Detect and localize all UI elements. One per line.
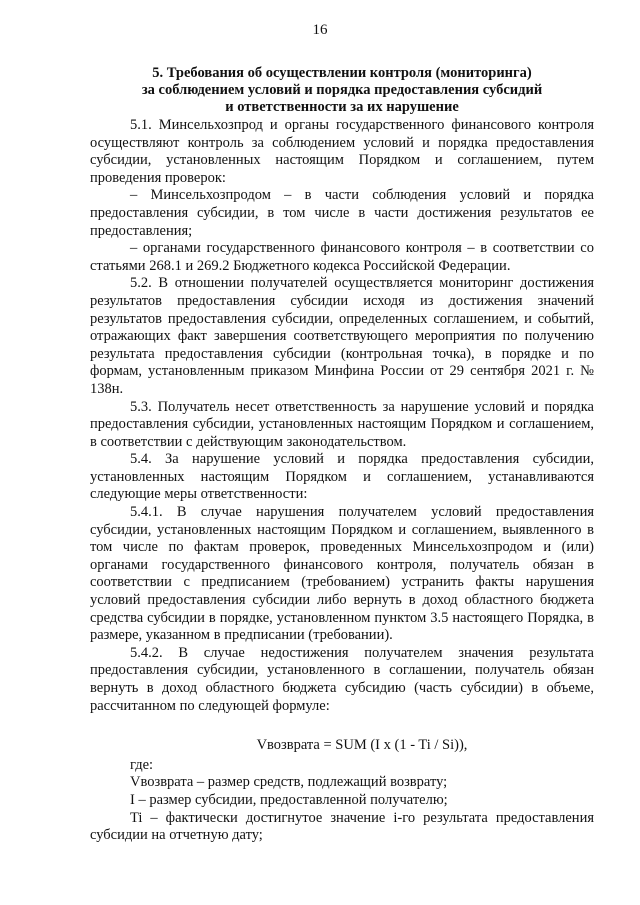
formula-definition-i: I – размер субсидии, предоставленной получателю;: [130, 791, 448, 808]
formula-definition-ti: Ti – фактически достигнутое значение i-го результата предоставления субсидии на отчетную дату;: [90, 809, 594, 844]
document-body: [90, 117, 594, 845]
formula-definition-v: Vвозврата – размер средств, подлежащий возврату;: [130, 774, 448, 791]
paragraph-5-4: 5.4. За нарушение условий и порядка предоставления субсидии, установленных настоящим Порядком и соглашением, устанавливаются следующие меры ответственности:: [90, 451, 594, 503]
section-heading-line-2: за соблюдением условий и порядка предоставления субсидий: [141, 82, 543, 98]
paragraph-5-1-item-finance-control: – органами государственного финансового контроля – в соответствии со статьями 268.1 и 269.2 Бюджетного кодекса Российской Федерации.: [90, 240, 594, 274]
paragraph-5-2: 5.2. В отношении получателей осуществляется мониторинг достижения результатов предоставления субсидии исходя из достижения значений результатов предоставления субсидии, определенных соглашением, и событий, отражающих факт завершения соответствующего мероприятия по получению результата предоставления субсидии (контрольная точка), в порядке и по формам, установленным приказом Минфина России от 29 сентября 2021 г. № 138н.: [90, 275, 594, 397]
refund-formula: Vвозврата = SUM (I x (1 - Ti / Si)),: [256, 737, 468, 754]
section-heading-line-3: и ответственности за их нарушение: [225, 99, 459, 115]
paragraph-5-3: 5.3. Получатель несет ответственность за нарушение условий и порядка предоставления субсидии, установленных настоящим Порядком и соглашением, в соответствии с действующим законодательством.: [90, 398, 594, 450]
paragraph-5-1: 5.1. Минсельхозпрод и органы государственного финансового контроля осуществляют контроль за соблюдением условий и порядка предоставления субсидии, установленных настоящим Порядком и соглашением, путем проведения проверок:: [90, 117, 594, 186]
paragraph-5-1-item-ministry: – Минсельхозпродом – в части соблюдения условий и порядка предоставления субсидии, в том числе в части достижения результатов ее предоставления;: [90, 187, 594, 239]
paragraph-5-4-1: 5.4.1. В случае нарушения получателем условий предоставления субсидии, установленных настоящим Порядком и соглашением, выявленного в том числе по фактам проверок, проведенных Минсельхозпродом и (или) органами государственного финансового контроля, получатель обязан в соответствии с предписанием (требованием) устранить факты нарушения условий предоставления субсидии либо вернуть в доход областного бюджета средства субсидии в порядке, установленном пунктом 3.5 настоящего Порядка, в размере, указанном в предписании (требовании).: [90, 504, 594, 644]
section-heading: [90, 65, 594, 116]
page-number: 16: [312, 22, 328, 38]
paragraph-5-4-2: 5.4.2. В случае недостижения получателем значения результата предоставления субсидии, установленного в соглашении, получатель обязан вернуть в доход областного бюджета субсидию (часть субсидии) в объеме, рассчитанном по следующей формуле:: [90, 644, 594, 714]
section-heading-line-1: 5. Требования об осуществлении контроля (мониторинга): [152, 65, 532, 81]
formula-where-label: где:: [130, 756, 154, 773]
